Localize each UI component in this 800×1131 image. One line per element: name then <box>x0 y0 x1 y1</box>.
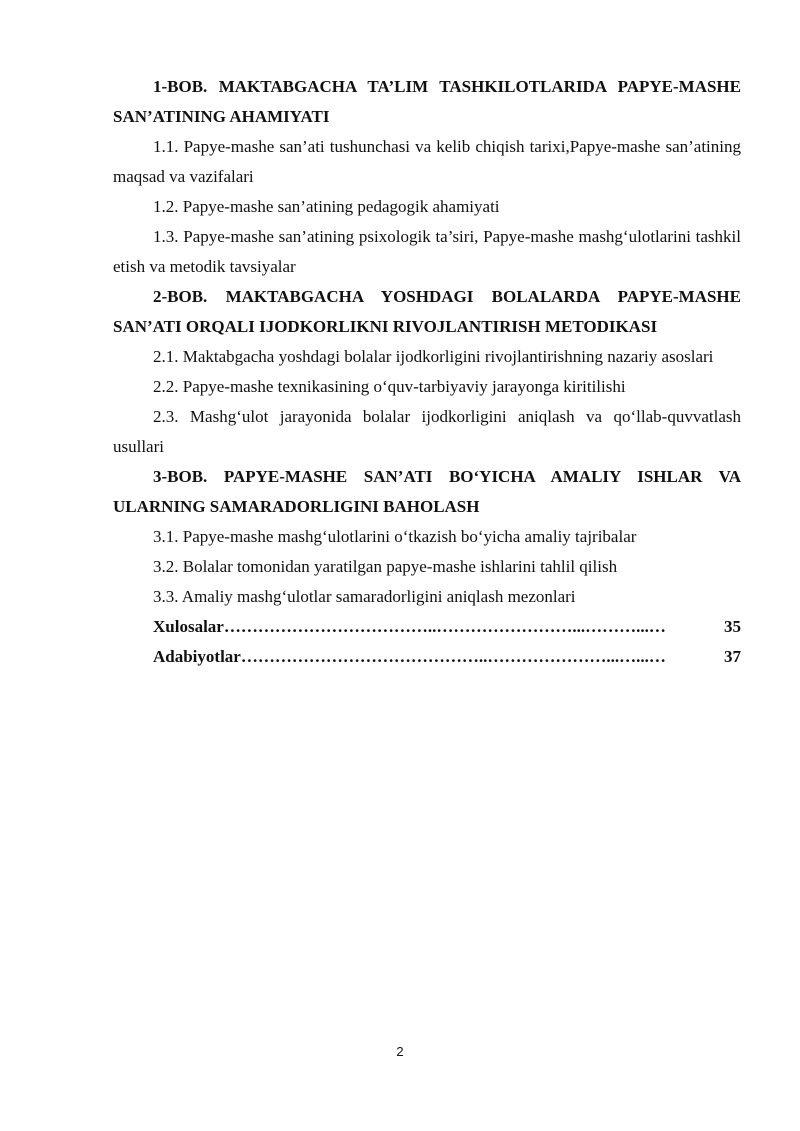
page-number-footer: 2 <box>396 1044 404 1059</box>
conclusions-entry <box>153 612 741 642</box>
references-label: Adabiyotlar <box>153 647 241 666</box>
chapter-2-title: 2-BOB. MAKTABGACHA YOSHDAGI BOLALARDA PAPYE-MASHE SAN’ATI ORQALI IJODKORLIKNI RIVOJLANTIRISH METODIKASI <box>113 287 741 336</box>
section-3-3: 3.3. Amaliy mashg‘ulotlar samaradorligini aniqlash mezonlari <box>153 587 576 606</box>
conclusions-page-number: 35 <box>724 617 741 636</box>
section-2-3: 2.3. Mashg‘ulot jarayonida bolalar ijodkorligini aniqlash va qo‘llab-quvvatlash usullari <box>113 407 741 456</box>
section-3-1: 3.1. Papye-mashe mashg‘ulotlarini o‘tkazish bo‘yicha amaliy tajribalar <box>153 527 637 546</box>
section-2-1: 2.1. Maktabgacha yoshdagi bolalar ijodkorligini rivojlantirishning nazariy asoslari <box>153 347 714 366</box>
references-page-number: 37 <box>724 647 741 666</box>
section-3-2: 3.2. Bolalar tomonidan yaratilgan papye-mashe ishlarini tahlil qilish <box>153 557 618 576</box>
section-2-2: 2.2. Papye-mashe texnikasining o‘quv-tarbiyaviy jarayonga kiritilishi <box>153 377 626 396</box>
section-1-2: 1.2. Papye-mashe san’atining pedagogik ahamiyati <box>153 197 500 216</box>
table-of-contents <box>113 72 741 672</box>
references-dot-leader: ……………………………………..…………………...…...… <box>240 647 666 666</box>
chapter-1-title: 1-BOB. MAKTABGACHA TA’LIM TASHKILOTLARIDA PAPYE-MASHE SAN’ATINING AHAMIYATI <box>113 77 741 126</box>
conclusions-label: Xulosalar <box>153 617 224 636</box>
conclusions-dot-leader: ………………………………..……………………...………...… <box>223 617 666 636</box>
references-entry <box>153 642 741 672</box>
section-1-1: 1.1. Papye-mashe san’ati tushunchasi va kelib chiqish tarixi,Papye-mashe san’atining maqsad va vazifalari <box>113 137 741 186</box>
section-1-3: 1.3. Papye-mashe san’atining psixologik ta’siri, Papye-mashe mashg‘ulotlarini tashkil etish va metodik tavsiyalar <box>113 227 741 276</box>
chapter-3-title: 3-BOB. PAPYE-MASHE SAN’ATI BO‘YICHA AMALIY ISHLAR VA ULARNING SAMARADORLIGINI BAHOLASH <box>113 467 741 516</box>
